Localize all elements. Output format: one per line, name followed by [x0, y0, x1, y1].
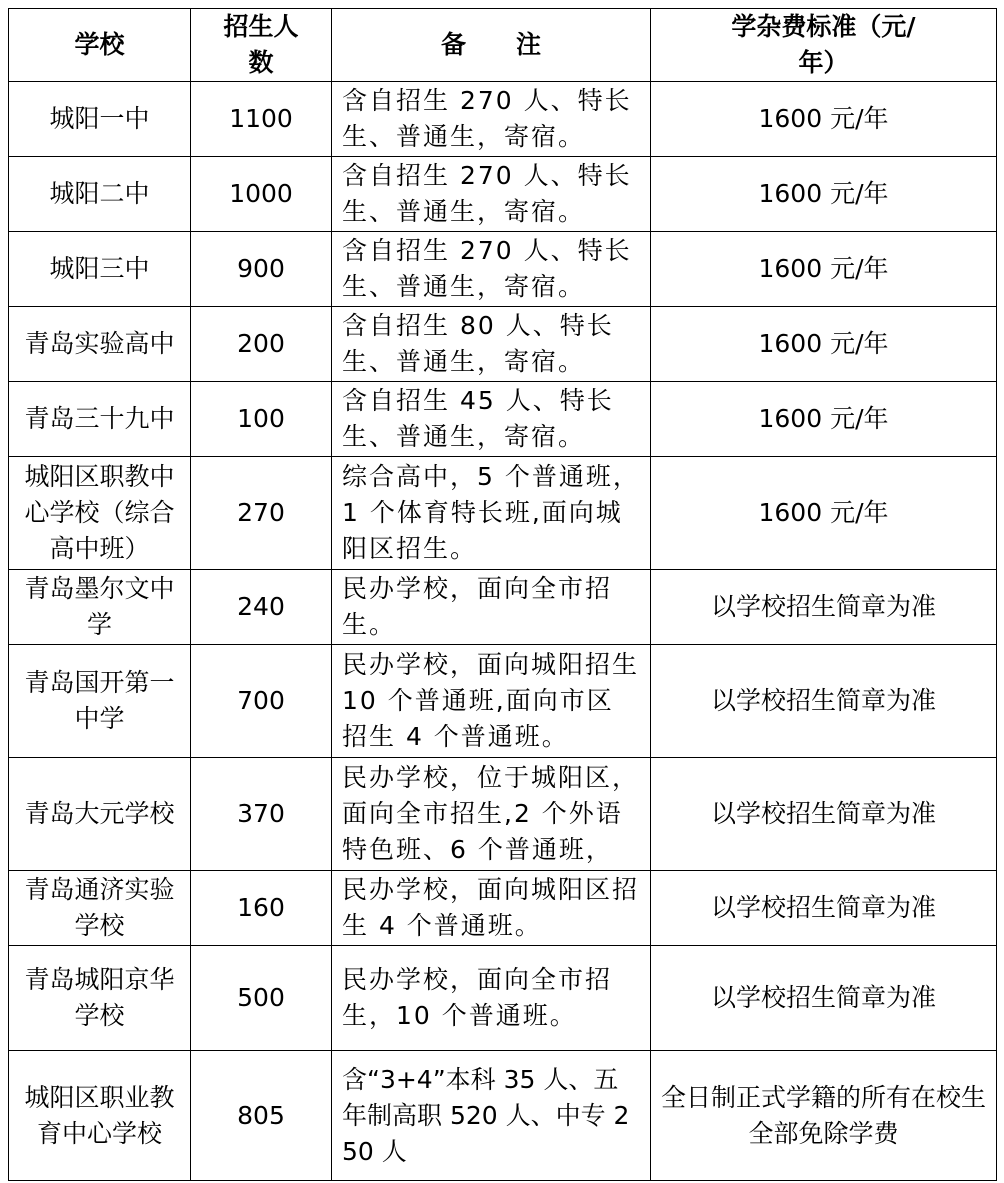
enrollment-cell: 900	[191, 232, 332, 307]
notes-cell: 含“3+4”本科 35 人、五年制高职 520 人、中专 250 人	[332, 1051, 651, 1181]
school-cell: 城阳三中	[9, 232, 191, 307]
school-cell: 青岛通济实验学校	[9, 871, 191, 946]
table-row	[9, 570, 997, 645]
enrollment-cell: 200	[191, 307, 332, 382]
enrollment-cell: 700	[191, 645, 332, 758]
school-cell: 城阳一中	[9, 82, 191, 157]
table-row	[9, 871, 997, 946]
enrollment-cell: 1000	[191, 157, 332, 232]
table-row	[9, 645, 997, 758]
fee-cell: 以学校招生简章为准	[651, 946, 997, 1051]
header-school: 学校	[9, 9, 191, 82]
notes-cell: 含自招生 270 人、特长生、普通生，寄宿。	[332, 82, 651, 157]
school-cell: 青岛城阳京华学校	[9, 946, 191, 1051]
table-row	[9, 946, 997, 1051]
table-row	[9, 232, 997, 307]
enrollment-cell: 240	[191, 570, 332, 645]
table-row	[9, 382, 997, 457]
enrollment-cell: 270	[191, 457, 332, 570]
notes-cell: 民办学校，面向城阳区招生 4 个普通班。	[332, 871, 651, 946]
header-fee: 学杂费标准（元/年）	[651, 9, 997, 82]
school-cell: 城阳区职教中心学校（综合高中班）	[9, 457, 191, 570]
enrollment-table	[8, 8, 997, 1181]
enrollment-cell: 500	[191, 946, 332, 1051]
fee-cell: 全日制正式学籍的所有在校生全部免除学费	[651, 1051, 997, 1181]
fee-cell: 1600 元/年	[651, 307, 997, 382]
fee-cell: 1600 元/年	[651, 232, 997, 307]
table-row	[9, 1051, 997, 1181]
fee-cell: 1600 元/年	[651, 82, 997, 157]
notes-cell: 民办学校，面向城阳招生 10 个普通班,面向市区招生 4 个普通班。	[332, 645, 651, 758]
notes-cell: 民办学校，面向全市招生。	[332, 570, 651, 645]
school-cell: 青岛大元学校	[9, 758, 191, 871]
school-cell: 青岛实验高中	[9, 307, 191, 382]
notes-cell: 含自招生 270 人、特长生、普通生，寄宿。	[332, 157, 651, 232]
enrollment-cell: 160	[191, 871, 332, 946]
notes-cell: 含自招生 45 人、特长生、普通生，寄宿。	[332, 382, 651, 457]
table-row	[9, 157, 997, 232]
school-cell: 青岛墨尔文中学	[9, 570, 191, 645]
fee-cell: 以学校招生简章为准	[651, 871, 997, 946]
fee-cell: 以学校招生简章为准	[651, 645, 997, 758]
enrollment-cell: 370	[191, 758, 332, 871]
school-cell: 城阳区职业教育中心学校	[9, 1051, 191, 1181]
header-row	[9, 9, 997, 82]
enrollment-cell: 1100	[191, 82, 332, 157]
table-row	[9, 758, 997, 871]
notes-cell: 民办学校，位于城阳区，面向全市招生,2 个外语特色班、6 个普通班，	[332, 758, 651, 871]
table-row	[9, 307, 997, 382]
fee-cell: 以学校招生简章为准	[651, 758, 997, 871]
notes-cell: 含自招生 270 人、特长生、普通生，寄宿。	[332, 232, 651, 307]
notes-cell: 民办学校，面向全市招生，10 个普通班。	[332, 946, 651, 1051]
table-row	[9, 82, 997, 157]
header-notes: 备 注	[332, 9, 651, 82]
school-cell: 城阳二中	[9, 157, 191, 232]
notes-cell: 含自招生 80 人、特长生、普通生，寄宿。	[332, 307, 651, 382]
fee-cell: 1600 元/年	[651, 457, 997, 570]
header-enrollment: 招生人数	[191, 9, 332, 82]
notes-cell: 综合高中，5 个普通班，1 个体育特长班,面向城阳区招生。	[332, 457, 651, 570]
fee-cell: 以学校招生简章为准	[651, 570, 997, 645]
enrollment-cell: 100	[191, 382, 332, 457]
enrollment-cell: 805	[191, 1051, 332, 1181]
table-row	[9, 457, 997, 570]
school-cell: 青岛三十九中	[9, 382, 191, 457]
fee-cell: 1600 元/年	[651, 157, 997, 232]
school-cell: 青岛国开第一中学	[9, 645, 191, 758]
fee-cell: 1600 元/年	[651, 382, 997, 457]
